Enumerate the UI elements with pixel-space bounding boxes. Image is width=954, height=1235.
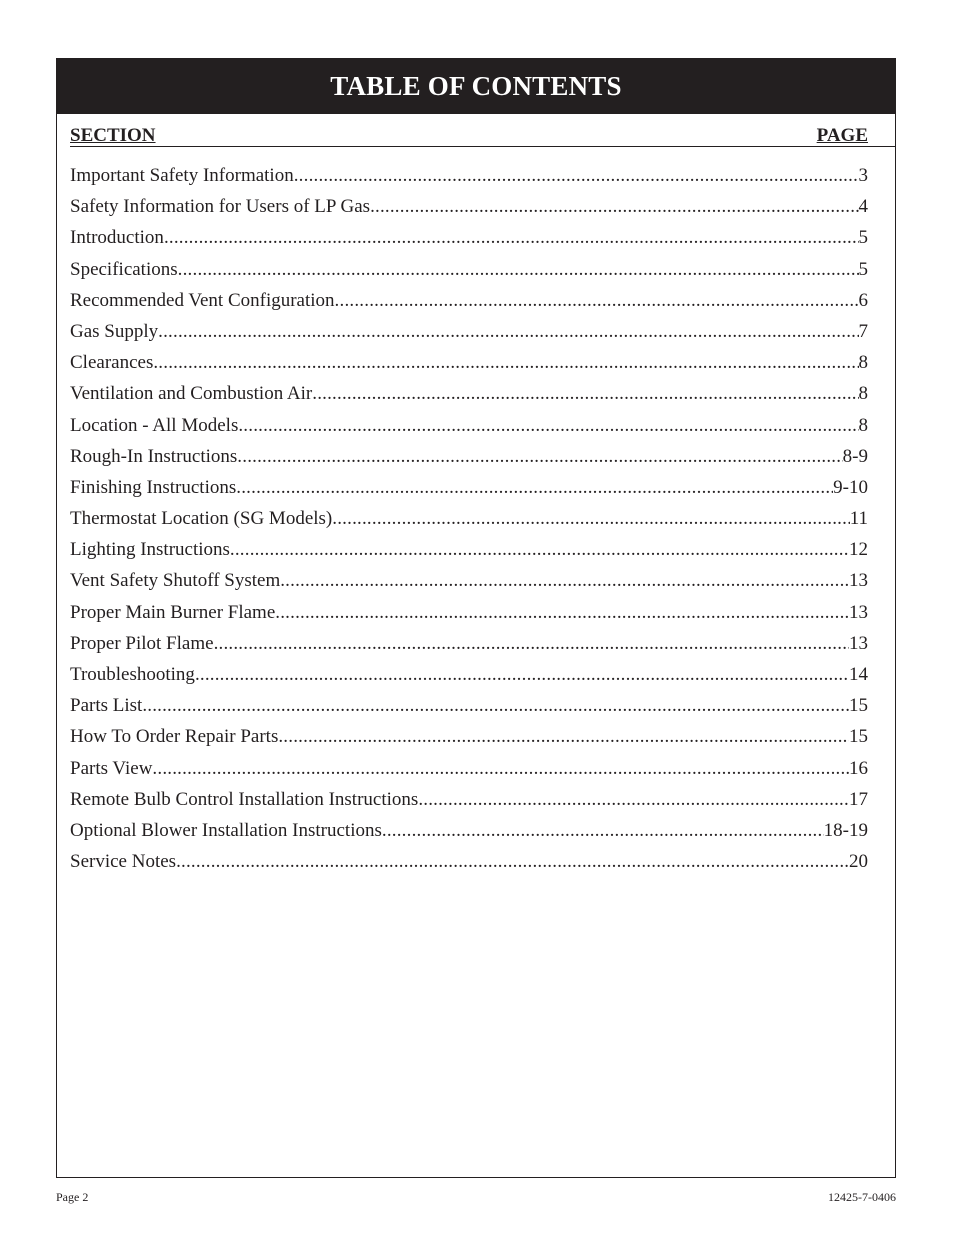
toc-entry-page: 3: [858, 165, 868, 186]
toc-entry-page: 8: [858, 414, 868, 436]
toc-entry-page: 6: [858, 289, 868, 311]
toc-entry-title: Clearances: [70, 352, 154, 374]
toc-entry: [70, 726, 868, 757]
toc-entry-title: Rough-In Instructions: [70, 445, 238, 467]
toc-entry: [70, 290, 868, 321]
toc-entry: [70, 352, 868, 383]
footer-doc-number: 12425-7-0406: [828, 1190, 896, 1204]
toc-entry-title: Parts List: [70, 695, 143, 717]
toc-dot-leader: [176, 851, 849, 873]
toc-entry-page: 14: [849, 664, 868, 685]
toc-dot-leader: [332, 508, 849, 530]
toc-dot-leader: [418, 789, 849, 811]
toc-dot-leader: [237, 446, 842, 468]
toc-entry-title: Proper Pilot Flame: [70, 632, 214, 654]
toc-entry-page: 18-19: [823, 819, 868, 841]
footer-page-number: Page 2: [56, 1190, 89, 1204]
toc-entry: [70, 851, 868, 882]
toc-entry-page: 15: [849, 726, 868, 748]
toc-entry-title: Parts View: [70, 757, 153, 779]
toc-entry-page: 5: [858, 258, 868, 280]
toc-entry-title: Optional Blower Installation Instructions: [70, 819, 382, 841]
toc-entry-page: 9-10: [833, 476, 868, 498]
toc-entry-title: Finishing Instructions: [70, 476, 237, 498]
toc-dot-leader: [214, 633, 849, 655]
toc-entry-title: Vent Safety Shutoff System: [70, 570, 281, 592]
toc-entry: [70, 695, 868, 726]
toc-entry: [70, 227, 868, 258]
toc-entry: [70, 602, 868, 633]
toc-entry-page: 16: [849, 757, 868, 779]
toc-entry-title: Gas Supply: [70, 320, 159, 342]
toc-entry-page: 20: [849, 851, 868, 873]
toc-entry-title: Lighting Instructions: [70, 539, 230, 561]
toc-entry-page: 8: [858, 352, 868, 374]
toc-dot-leader: [158, 321, 858, 343]
toc-entry: [70, 664, 868, 695]
toc-entry: [70, 820, 868, 851]
toc-entry: [70, 196, 868, 227]
toc-entry-page: 11: [849, 508, 868, 530]
toc-entry-page: 15: [849, 695, 868, 717]
toc-entry: [70, 259, 868, 290]
toc-entry-title: Location - All Models: [70, 414, 239, 436]
toc-entry: [70, 446, 868, 477]
header-divider: [70, 146, 895, 147]
toc-entry: [70, 539, 868, 570]
toc-entry-page: 5: [858, 227, 868, 249]
toc-dot-leader: [164, 227, 859, 249]
page-title: TABLE OF CONTENTS: [57, 59, 895, 114]
toc-dot-leader: [178, 259, 859, 281]
toc-entry-title: Recommended Vent Configuration: [70, 289, 335, 311]
toc-entry: [70, 321, 868, 352]
toc-entry-title: Safety Information for Users of LP Gas: [70, 196, 371, 218]
toc-dot-leader: [275, 602, 849, 624]
column-header: [70, 125, 868, 147]
toc-dot-leader: [294, 165, 859, 187]
toc-dot-leader: [280, 570, 849, 592]
toc-entry-page: 13: [849, 570, 868, 592]
toc-frame: [56, 58, 896, 1178]
toc-entry-page: 12: [849, 539, 868, 561]
toc-entry-page: 8: [858, 383, 868, 405]
toc-dot-leader: [153, 352, 858, 374]
toc-dot-leader: [312, 383, 858, 405]
toc-dot-leader: [335, 290, 859, 312]
toc-entry: [70, 570, 868, 601]
toc-entry-page: 8-9: [842, 445, 868, 467]
toc-entry-title: Ventilation and Combustion Air: [70, 383, 313, 405]
toc-entry-title: Specifications: [70, 258, 178, 280]
toc-entry-title: Introduction: [70, 227, 164, 249]
toc-dot-leader: [152, 758, 849, 780]
toc-dot-leader: [382, 820, 824, 842]
toc-dot-leader: [278, 726, 849, 748]
toc-entry: [70, 789, 868, 820]
toc-dot-leader: [238, 415, 858, 437]
toc-dot-leader: [370, 196, 858, 218]
toc-entry: [70, 633, 868, 664]
toc-dot-leader: [236, 477, 833, 499]
toc-entry-page: 7: [858, 320, 868, 342]
toc-entry-page: 13: [849, 601, 868, 623]
toc-dot-leader: [142, 695, 849, 717]
toc-entry-page: 17: [849, 788, 868, 810]
toc-entry: [70, 758, 868, 789]
toc-entry-title: Thermostat Location (SG Models): [70, 508, 333, 530]
toc-entry-title: Service Notes: [70, 851, 177, 873]
toc-entry-page: 4: [858, 196, 868, 218]
toc-entry-title: How To Order Repair Parts: [70, 726, 279, 748]
toc-entry: [70, 165, 868, 196]
toc-dot-leader: [195, 664, 849, 686]
toc-entry-title: Troubleshooting: [70, 664, 195, 685]
toc-entry: [70, 383, 868, 414]
toc-entry: [70, 508, 868, 539]
toc-dot-leader: [230, 539, 849, 561]
toc-entry: [70, 415, 868, 446]
toc-entry-title: Remote Bulb Control Installation Instructions: [70, 788, 419, 810]
toc-entry-title: Important Safety Information: [70, 165, 294, 186]
toc-entry-page: 13: [849, 632, 868, 654]
toc-list: [70, 165, 868, 882]
page-column-label: PAGE: [816, 125, 868, 146]
section-column-label: SECTION: [70, 125, 156, 146]
toc-entry: [70, 477, 868, 508]
toc-entry-title: Proper Main Burner Flame: [70, 601, 276, 623]
